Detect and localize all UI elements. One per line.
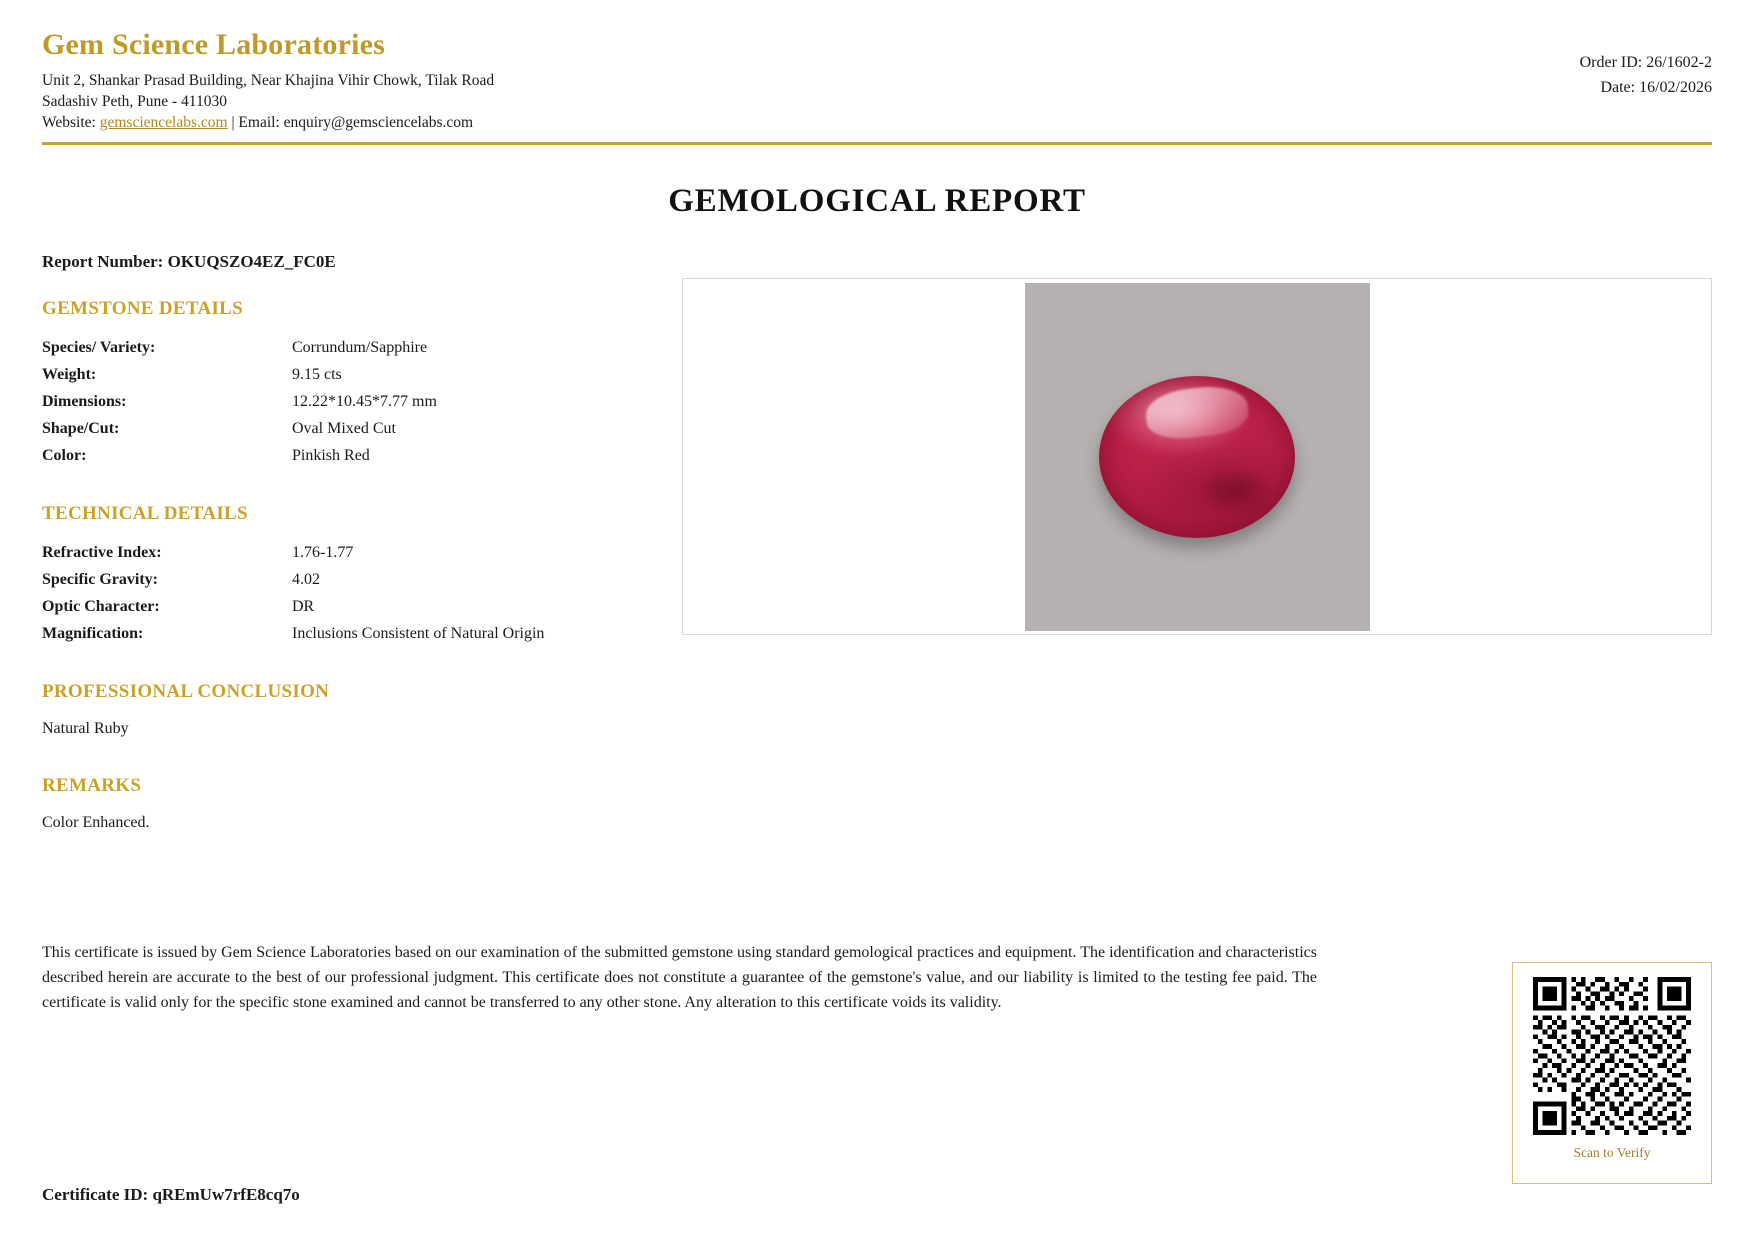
gemstone-details-list: [42, 334, 662, 469]
detail-label: Species/ Variety:: [42, 339, 156, 356]
detail-row: [42, 593, 662, 620]
detail-label: Dimensions:: [42, 393, 127, 410]
detail-row: [42, 334, 662, 361]
contact-line: [42, 112, 494, 133]
main-content: [42, 252, 1712, 835]
report-number: [42, 252, 662, 272]
lab-name: Gem Science Laboratories: [42, 28, 386, 61]
detail-value: Oval Mixed Cut: [292, 420, 396, 437]
website-link[interactable]: gemsciencelabs.com: [99, 114, 228, 131]
detail-row: [42, 620, 662, 647]
certificate-id-label: Certificate ID:: [42, 1185, 149, 1204]
conclusion-text: Natural Ruby: [42, 720, 129, 737]
qr-caption: Scan to Verify: [1573, 1145, 1651, 1160]
order-meta: [1580, 28, 1712, 100]
detail-value: 12.22*10.45*7.77 mm: [292, 393, 437, 410]
detail-value: Inclusions Consistent of Natural Origin: [292, 625, 545, 642]
detail-value: Pinkish Red: [292, 447, 370, 464]
detail-label: Optic Character:: [42, 598, 160, 615]
gem-image-panel: [682, 278, 1712, 635]
remarks-heading: REMARKS: [42, 775, 142, 796]
gemstone-details-heading: GEMSTONE DETAILS: [42, 298, 244, 319]
gem-photo: [1025, 283, 1370, 631]
remarks-text: Color Enhanced.: [42, 814, 150, 831]
page-header: [42, 0, 1712, 133]
detail-row: [42, 388, 662, 415]
report-date: Date: 16/02/2026: [1600, 79, 1712, 96]
image-column: [662, 252, 1712, 835]
detail-label: Color:: [42, 447, 87, 464]
detail-label: Specific Gravity:: [42, 571, 158, 588]
detail-row: [42, 361, 662, 388]
detail-row: [42, 415, 662, 442]
detail-row: [42, 442, 662, 469]
detail-label: Refractive Index:: [42, 544, 162, 561]
detail-row: [42, 566, 662, 593]
detail-row: [42, 539, 662, 566]
detail-value: 1.76-1.77: [292, 544, 354, 561]
ruby-gem-graphic: [1099, 376, 1295, 538]
conclusion-heading: PROFESSIONAL CONCLUSION: [42, 681, 330, 702]
detail-label: Weight:: [42, 366, 97, 383]
disclaimer-text: This certificate is issued by Gem Science Laboratories based on our examination of the submitted gemstone using standard gemological practices and equipment. The identification and characteristics described herein are accurate to the best of our professional judgment. This certificate does not constitute a guarantee of the gemstone's value, and our liability is limited to the testing fee paid. The certificate is valid only for the specific stone examined and cannot be transferred to any other stone. Any alteration to this certificate voids its validity.: [42, 944, 1317, 1011]
detail-label: Magnification:: [42, 625, 144, 642]
order-id: Order ID: 26/1602-2: [1579, 54, 1712, 71]
email-text: | Email: enquiry@gemsciencelabs.com: [227, 114, 474, 131]
technical-details-heading: TECHNICAL DETAILS: [42, 503, 248, 524]
page-title: GEMOLOGICAL REPORT: [668, 183, 1086, 219]
qr-code-icon: [1533, 977, 1691, 1135]
detail-value: 4.02: [292, 571, 320, 588]
detail-label: Shape/Cut:: [42, 420, 120, 437]
website-label: Website:: [42, 114, 100, 131]
address-line-2: Sadashiv Peth, Pune - 411030: [42, 93, 227, 110]
detail-value: Corrundum/Sapphire: [292, 339, 428, 356]
certificate-id-value: qREmUw7rfE8cq7o: [152, 1185, 300, 1204]
header-divider: [42, 142, 1712, 145]
certificate-id: [42, 1185, 300, 1205]
details-column: [42, 252, 662, 835]
report-number-label: Report Number:: [42, 252, 164, 271]
technical-details-list: [42, 539, 662, 647]
report-number-value: OKUQSZO4EZ_FC0E: [167, 252, 336, 271]
detail-value: DR: [292, 598, 315, 615]
detail-value: 9.15 cts: [292, 366, 342, 383]
lab-identity: [42, 28, 494, 133]
address-line-1: Unit 2, Shankar Prasad Building, Near Khajina Vihir Chowk, Tilak Road: [42, 72, 495, 89]
verify-qr-box[interactable]: [1512, 962, 1712, 1184]
